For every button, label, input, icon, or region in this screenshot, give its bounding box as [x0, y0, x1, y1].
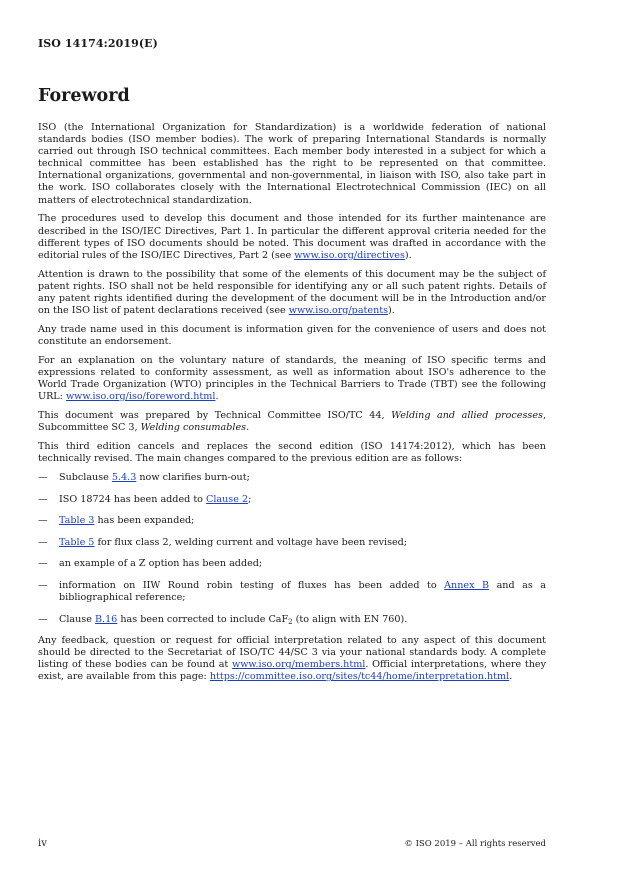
paragraph-text: For an explanation on the voluntary nature of standards, the meaning of ISO specific terms and expressions related to conformity assessment, as well as information about ISO's adherence to the World Trade Organization (WTO) principles in the Technical Barriers to Trade (TBT) see the following URL:: [38, 354, 546, 403]
page-number: iv: [38, 838, 47, 849]
table-5-link[interactable]: Table 5: [59, 536, 95, 548]
page-title: Foreword: [38, 86, 130, 106]
foreword-link[interactable]: www.iso.org/iso/foreword.html: [65, 391, 216, 403]
paragraph-text: This document was prepared by Technical Committee ISO/TC 44,: [38, 409, 392, 421]
copyright-notice: © ISO 2019 – All rights reserved: [404, 839, 546, 849]
table-3-link[interactable]: Table 3: [59, 515, 95, 527]
subclause-5-4-3-link[interactable]: 5.4.3: [111, 471, 137, 483]
list-text: and as a bibliographical reference;: [59, 579, 546, 603]
annex-b-link[interactable]: Annex B: [444, 579, 490, 591]
paragraph-text: ).: [388, 304, 395, 316]
list-text: information on IIW Round robin testing of fluxes has been added to: [59, 579, 445, 591]
list-text: (to align with EN 760).: [292, 613, 408, 625]
clause-2-link[interactable]: Clause 2: [206, 493, 249, 505]
paragraph-text: ).: [404, 249, 412, 261]
paragraph-text: Any feedback, question or request for official interpretation related to any aspect of this document should be directed to the Secretariat of ISO/TC 44/SC 3 via your national standards body. A complete listing of these bodies can be found at: [38, 635, 546, 671]
directives-link[interactable]: www.iso.org/directives: [294, 249, 405, 261]
list-text: Clause: [59, 613, 95, 625]
dash-bullet: —: [38, 515, 48, 527]
members-link[interactable]: www.iso.org/members.html: [232, 659, 366, 671]
patents-link[interactable]: www.iso.org/patents: [288, 304, 389, 316]
paragraph-text: .: [215, 391, 219, 403]
list-text: ;: [248, 493, 252, 505]
list-item: [38, 614, 546, 626]
paragraph-text: The procedures used to develop this document and those intended for its further maintenance are described in the ISO/IEC Directives, Part 1. In particular the different approval criteria needed for the different types of ISO documents should be noted. This document was drafted in accordance with the editorial rules of the ISO/IEC Directives, Part 2 (see: [38, 213, 546, 261]
dash-bullet: —: [38, 536, 48, 548]
list-item: [38, 580, 546, 604]
paragraph-iso-intro: ISO (the International Organization for Standardization) is a worldwide federation of national standards bodies (ISO member bodies). The work of preparing International Standards is normally carried out through ISO technical committees. Each member body interested in a subject for which a technical committee has been established has the right to be represented on that committee. International organizations, governmental and non-governmental, in liaison with ISO, also take part in the work. ISO collaborates closely with the International Electrotechnical Commission (IEC) on all matters of electrotechnical standardization.: [38, 122, 546, 206]
list-item: [38, 558, 546, 570]
dash-bullet: —: [38, 493, 48, 505]
paragraph-text: . Official interpretations, where they exist, are available from this page:: [38, 659, 546, 683]
changes-list: [38, 472, 546, 626]
list-text: Subclause: [59, 471, 112, 483]
paragraph-feedback: [38, 635, 546, 683]
paragraph-text: .: [509, 671, 513, 683]
list-text: an example of a Z option has been added;: [59, 558, 263, 570]
paragraph-voluntary-nature: [38, 355, 546, 403]
list-text: for flux class 2, welding current and voltage have been revised;: [94, 536, 408, 548]
list-item: [38, 494, 546, 506]
foreword-body: [38, 122, 546, 690]
paragraph-committee: [38, 410, 546, 434]
subcommittee-title: Welding consumables: [140, 422, 247, 434]
list-item: [38, 515, 546, 527]
list-text: ISO 18724 has been added to: [59, 493, 206, 505]
paragraph-edition: This third edition cancels and replaces the second edition (ISO 14174:2012), which has been technically revised. The main changes compared to the previous edition are as follows:: [38, 440, 546, 465]
dash-bullet: —: [38, 558, 48, 570]
subscript: 2: [288, 617, 293, 626]
list-item: [38, 537, 546, 549]
list-text: has been corrected to include CaF: [117, 613, 289, 625]
clause-b-16-link[interactable]: B.16: [94, 613, 118, 625]
list-text: now clarifies burn-out;: [136, 471, 250, 483]
paragraph-procedures: [38, 213, 546, 261]
dash-bullet: —: [38, 579, 48, 591]
paragraph-patents: [38, 269, 546, 317]
dash-bullet: —: [38, 613, 48, 625]
list-item: [38, 472, 546, 484]
paragraph-text: .: [246, 422, 250, 434]
paragraph-trade-name: Any trade name used in this document is information given for the convenience of users and does not constitute an endorsement.: [38, 323, 546, 347]
dash-bullet: —: [38, 471, 48, 483]
paragraph-text: Attention is drawn to the possibility that some of the elements of this document may be the subject of patent rights. ISO shall not be held responsible for identifying any or all such patent rights. Details of any patent rights identified during the development of the document will be in the Introduction and/or on the ISO list of patent declarations received (see: [38, 268, 546, 316]
committee-title: Welding and allied processes: [391, 409, 543, 421]
list-text: has been expanded;: [94, 515, 195, 527]
interpretation-link[interactable]: https://committee.iso.org/sites/tc44/home/interpretation.html: [209, 671, 510, 683]
paragraph-text: , Subcommittee SC 3,: [38, 409, 546, 434]
document-id-header: ISO 14174:2019(E): [38, 37, 158, 50]
